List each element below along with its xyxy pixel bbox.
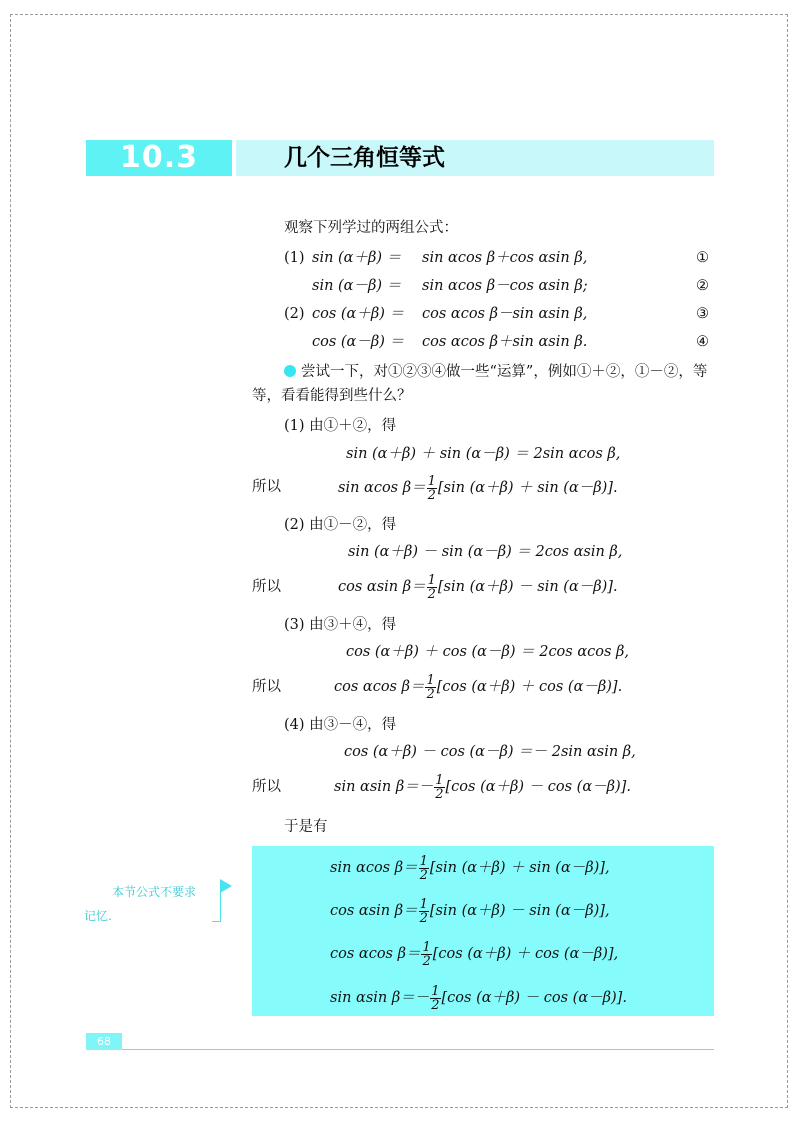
formula-rhs: cos αcos β－sin αsin β, — [422, 306, 588, 322]
summary-bracket: [sin (α＋β) ＋ sin (α－β)], — [429, 860, 610, 876]
summary-formula — [330, 978, 627, 1018]
try-line-2: 等，看看能得到些什么？ — [252, 388, 412, 404]
step-equation: sin (α＋β) － sin (α－β) ＝ 2cos αsin β, — [348, 544, 623, 560]
flag-icon — [220, 879, 232, 893]
result-bracket: [sin (α＋β) － sin (α－β)]. — [437, 579, 618, 595]
result-bracket: [cos (α＋β) － cos (α－β)]. — [445, 779, 631, 795]
fraction-denominator: 2 — [427, 586, 436, 602]
fraction — [419, 898, 429, 925]
step-equation: sin (α＋β) ＋ sin (α－β) ＝ 2sin αcos β, — [346, 446, 621, 462]
formula-number: ① — [696, 250, 709, 266]
fraction-numerator: 1 — [422, 939, 431, 955]
summary-bracket: [sin (α＋β) － sin (α－β)], — [429, 903, 610, 919]
step-result — [334, 667, 622, 707]
fraction — [427, 574, 437, 601]
formula-lhs: sin (α－β) ＝ — [312, 278, 402, 294]
step-result — [334, 767, 631, 807]
result-left: cos αcos β＝ — [334, 679, 425, 695]
summary-formula — [330, 848, 610, 888]
formula-rhs: sin αcos β＋cos αsin β, — [422, 250, 588, 266]
fraction — [425, 674, 435, 701]
suoyi-label: 所以 — [252, 579, 281, 595]
result-sign: － — [418, 779, 434, 795]
result-left: sin αsin β＝ — [334, 779, 419, 795]
fraction-numerator: 1 — [427, 473, 436, 489]
fraction-numerator: 1 — [419, 853, 428, 869]
summary-sign: － — [414, 990, 430, 1006]
suoyi-label: 所以 — [252, 679, 281, 695]
formula-rhs: cos αcos β＋sin αsin β. — [422, 334, 588, 350]
formula-lhs: cos (α＋β) ＝ — [312, 306, 404, 322]
step-title: (1) 由①＋②，得 — [284, 418, 397, 434]
summary-left: cos αcos β＝ — [330, 946, 421, 962]
suoyi-label: 所以 — [252, 479, 281, 495]
section-number: 10.3 — [86, 140, 232, 176]
formula-lhs: cos (α－β) ＝ — [312, 334, 404, 350]
flag-base — [212, 921, 221, 922]
step-result — [338, 567, 618, 607]
fraction — [430, 985, 440, 1012]
step-title: (3) 由③＋④，得 — [284, 617, 397, 633]
formula-lhs: sin (α＋β) ＝ — [312, 250, 402, 266]
summary-left: sin αcos β＝ — [330, 860, 418, 876]
fraction — [434, 774, 444, 801]
fraction-numerator: 1 — [426, 672, 435, 688]
result-bracket: [sin (α＋β) ＋ sin (α－β)]. — [437, 480, 618, 496]
fraction — [419, 855, 429, 882]
fraction-numerator: 1 — [431, 983, 440, 999]
summary-left: sin αsin β＝ — [330, 990, 415, 1006]
conclusion-lead: 于是有 — [284, 819, 328, 835]
side-note-line-1: 本节公式不要求 — [112, 885, 197, 899]
formula-label: (1) — [284, 250, 305, 266]
fraction-denominator: 2 — [419, 867, 428, 883]
intro-text: 观察下列学过的两组公式： — [284, 220, 458, 236]
formula-label: (2) — [284, 306, 305, 322]
side-note — [84, 880, 220, 928]
summary-formula — [330, 934, 618, 974]
formula-number: ③ — [696, 306, 709, 322]
flag-pole — [220, 880, 221, 922]
formula-rhs: sin αcos β－cos αsin β; — [422, 278, 588, 294]
summary-bracket: [cos (α＋β) ＋ cos (α－β)], — [432, 946, 619, 962]
step-equation: cos (α＋β) ＋ cos (α－β) ＝ 2cos αcos β, — [346, 644, 630, 660]
result-left: cos αsin β＝ — [338, 579, 426, 595]
footer-rule — [122, 1049, 714, 1050]
try-line-1: 尝试一下，对①②③④做一些“运算”，例如①＋②，①－②，等 — [301, 364, 708, 380]
fraction-numerator: 1 — [427, 572, 436, 588]
page-number: 68 — [86, 1033, 122, 1050]
fraction-denominator: 2 — [427, 487, 436, 503]
section-title: 几个三角恒等式 — [284, 145, 445, 171]
try-prompt — [284, 363, 707, 381]
step-title: (4) 由③－④，得 — [284, 717, 397, 733]
side-note-line-2: 记忆. — [84, 909, 112, 923]
summary-bracket: [cos (α＋β) － cos (α－β)]. — [441, 990, 627, 1006]
step-result — [338, 468, 618, 508]
step-title: (2) 由①－②，得 — [284, 517, 397, 533]
result-left: sin αcos β＝ — [338, 480, 426, 496]
fraction-denominator: 2 — [419, 910, 428, 926]
fraction-denominator: 2 — [431, 997, 440, 1013]
fraction — [427, 475, 437, 502]
fraction — [421, 941, 431, 968]
fraction-numerator: 1 — [435, 772, 444, 788]
fraction-denominator: 2 — [435, 786, 444, 802]
fraction-denominator: 2 — [422, 953, 431, 969]
result-bracket: [cos (α＋β) ＋ cos (α－β)]. — [436, 679, 623, 695]
formula-number: ② — [696, 278, 709, 294]
summary-formula — [330, 891, 610, 931]
step-equation: cos (α＋β) － cos (α－β) ＝－ 2sin αsin β, — [344, 744, 636, 760]
suoyi-label: 所以 — [252, 779, 281, 795]
fraction-numerator: 1 — [419, 896, 428, 912]
bullet-icon — [284, 365, 296, 377]
fraction-denominator: 2 — [426, 686, 435, 702]
summary-left: cos αsin β＝ — [330, 903, 418, 919]
formula-number: ④ — [696, 334, 709, 350]
